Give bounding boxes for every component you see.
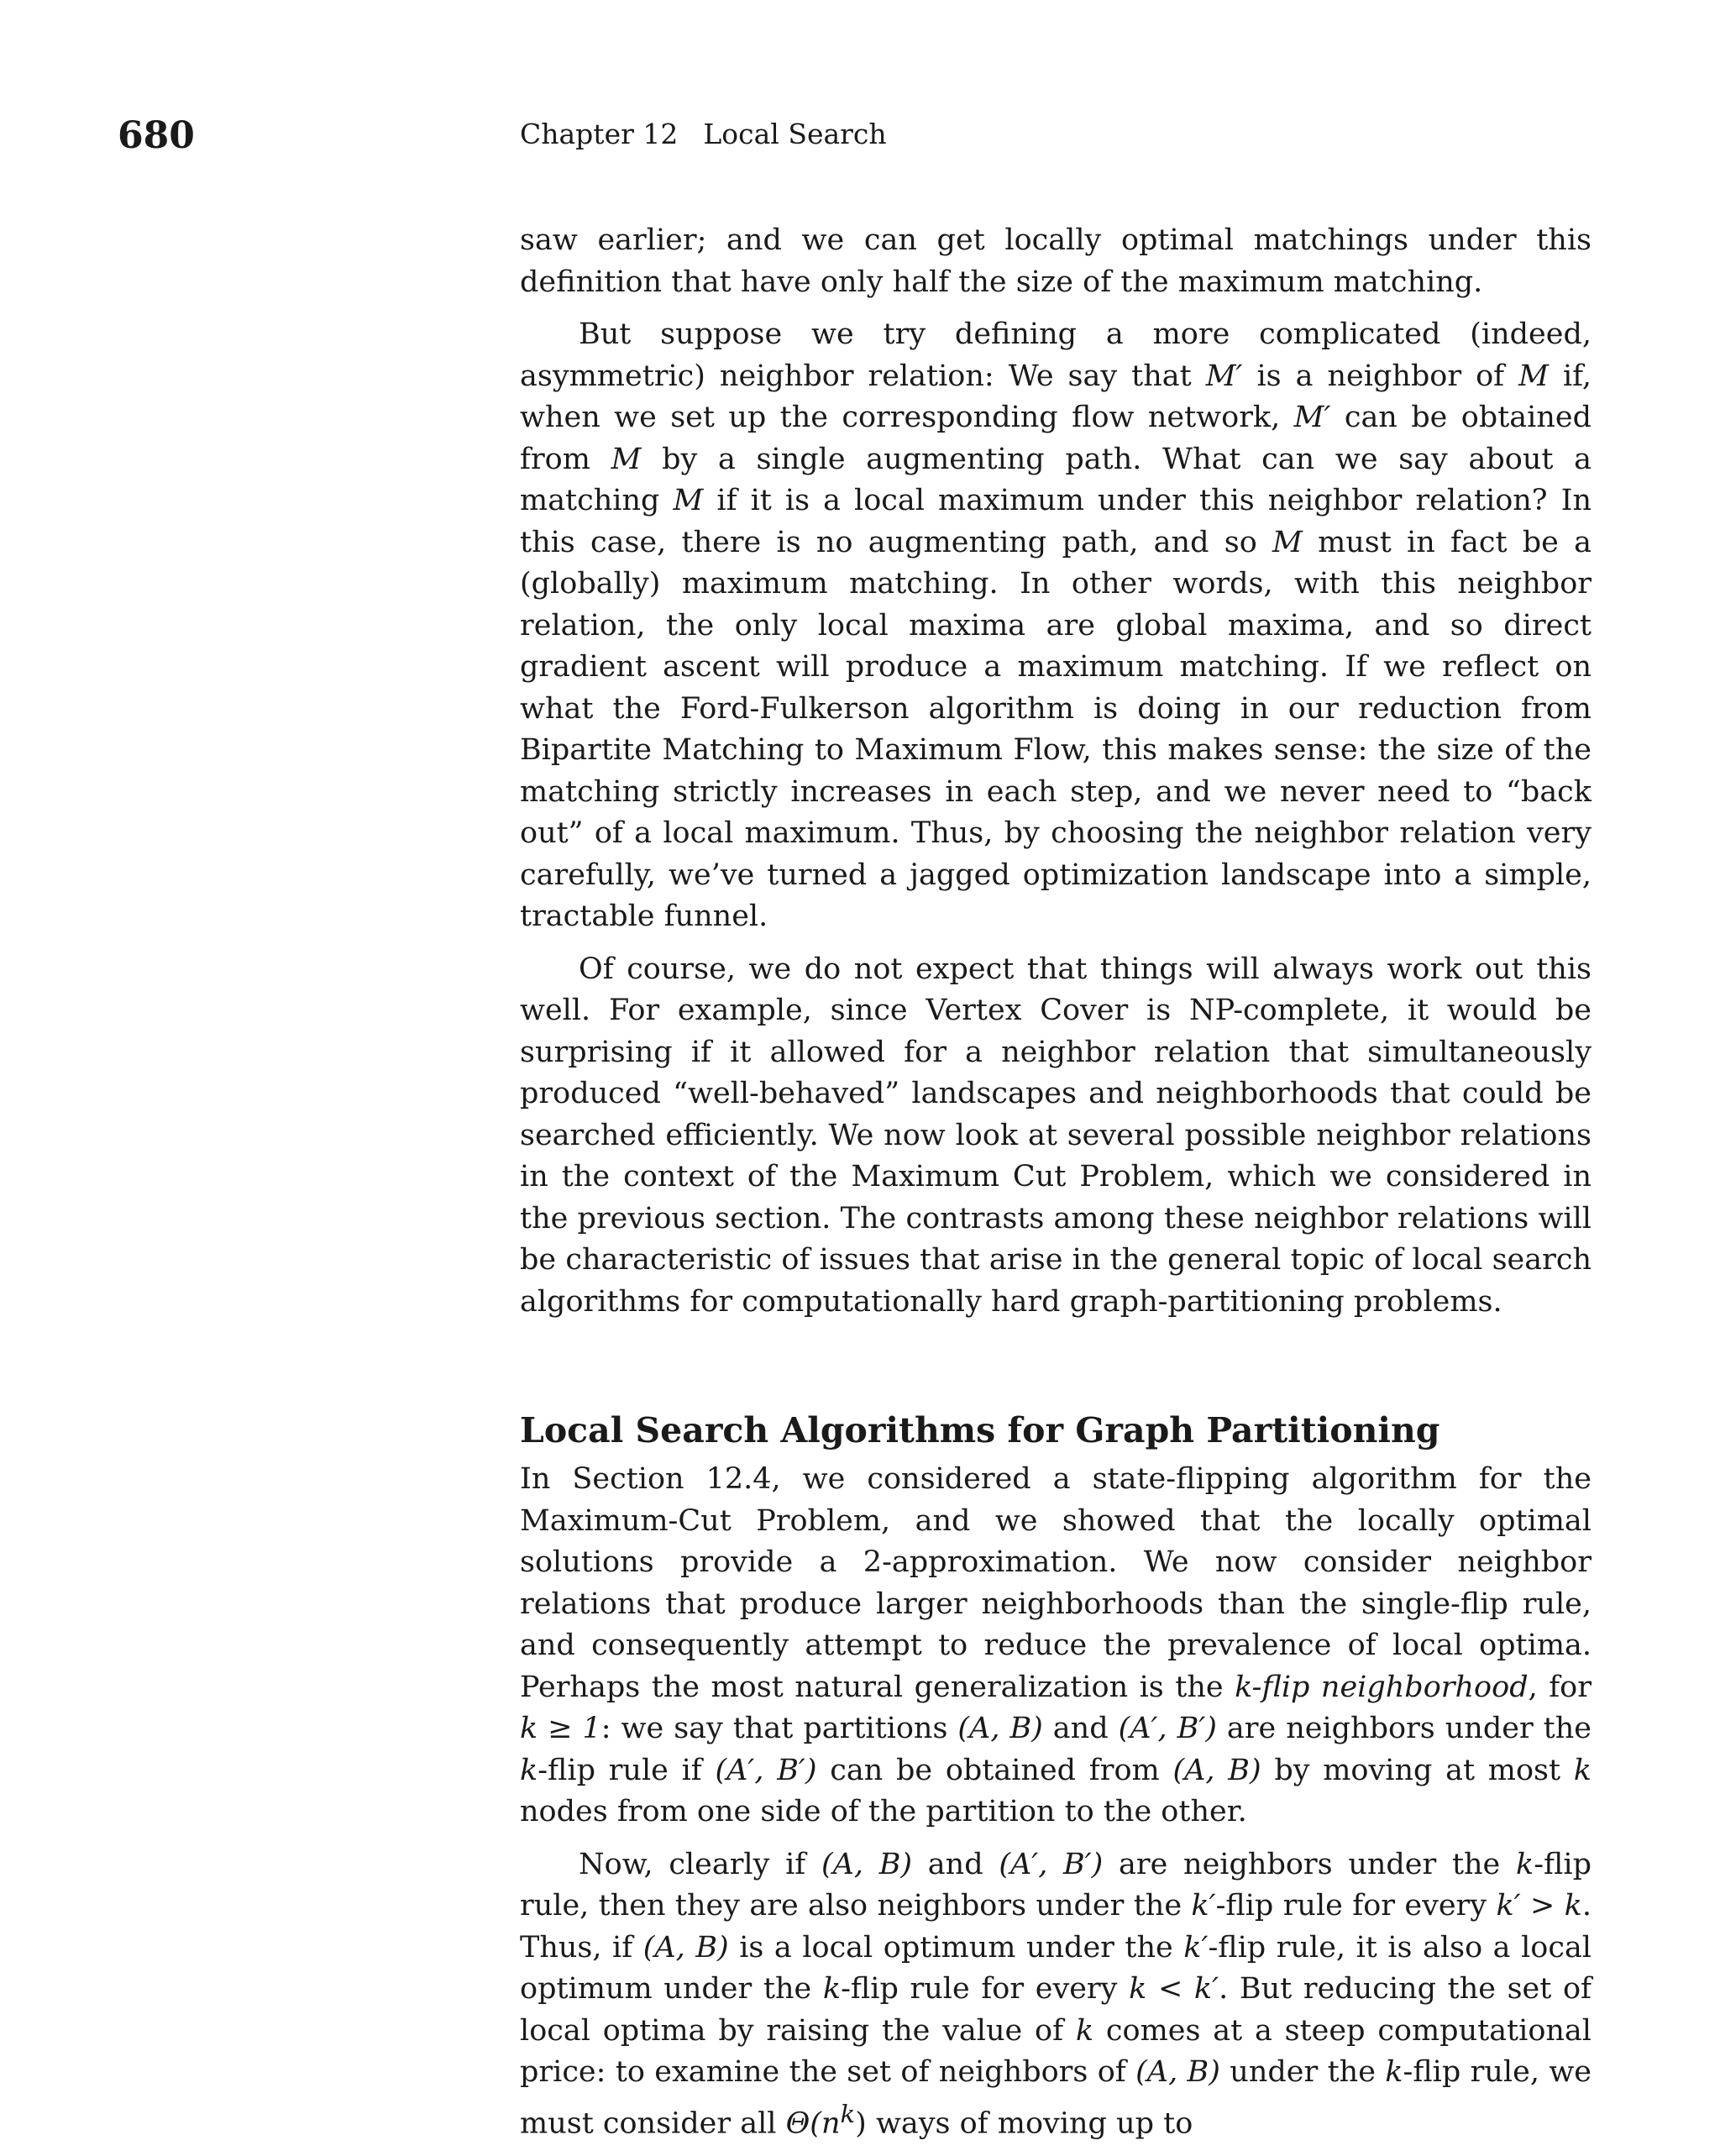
paragraph-2: But suppose we try defining a more complicated (indeed, asymmetric) neighbor relation: We say that M′ is a neighbor of M if, when we set up the corresponding flow network, M′ can be obtained from M by a single augmenting path. What can we say about a matching M if it is a local maximum under this neighbor relation? In this case, there is no augmenting path, and so M must in fact be a (globally) maximum matching. In other words, with this neighbor relation, the only local maxima are global maxima, and so direct gradient ascent will produce a maximum matching. If we reflect on what the Ford-Fulkerson algorithm is doing in our reduction from Bipartite Matching to Maximum Flow, this makes sense: the size of the matching strictly increases in each step, and we never need to “back out” of a local maximum. Thus, by choosing the neighbor relation very carefully, we’ve turned a jagged optimization landscape into a simple, tractable funnel. <box>520 317 1592 933</box>
paragraph-3: Of course, we do not expect that things will always work out this well. For example, since Vertex Cover is NP-complete, it would be surprising if it allowed for a neighbor relation that simultaneously produced “well-behaved” landscapes and neighborhoods that could be searched efficiently. We now look at several possible neighbor relations in the context of the Maximum Cut Problem, which we considered in the previous section. The contrasts among these neighbor relations will be characteristic of issues that arise in the general topic of local search algorithms for computationally hard graph-partitioning problems. <box>520 952 1592 1319</box>
section-heading: Local Search Algorithms for Graph Partitioning <box>520 1410 1440 1450</box>
chapter-title: Local Search <box>703 118 887 150</box>
page-number: 680 <box>118 114 195 157</box>
paragraph-1: saw earlier; and we can get locally optimal matchings under this definition that have only half the size of the maximum matching. <box>520 223 1592 299</box>
paragraph-5: Now, clearly if (A, B) and (A′, B′) are neighbors under the k-flip rule, then they are also neighbors under the k′-flip rule for every k′ > k. Thus, if (A, B) is a local optimum under the k′-flip rule, it is also a local optimum under the k-flip rule for every k < k′. But reducing the set of local optima by raising the value of k comes at a steep computational price: to examine the set of neighbors of (A, B) under the k-flip rule, we must consider all $\Theta(n^k)$ ways of moving up to <box>520 1847 1592 2141</box>
chapter-label: Chapter 12 <box>520 118 679 150</box>
paragraph-4: In Section 12.4, we considered a state-flipping algorithm for the Maximum-Cut Problem, and we showed that the locally optimal solutions provide a 2-approximation. We now consider neighbor relations that produce larger neighborhoods than the single-flip rule, and consequently attempt to reduce the prevalence of local optima. Perhaps the most natural generalization is the k-flip neighborhood, for k ≥ 1: we say that partitions (A, B) and (A′, B′) are neighbors under the k-flip rule if (A′, B′) can be obtained from (A, B) by moving at most k nodes from one side of the partition to the other. <box>520 1462 1592 1828</box>
body-text <box>520 220 1592 2156</box>
running-head <box>520 118 887 150</box>
